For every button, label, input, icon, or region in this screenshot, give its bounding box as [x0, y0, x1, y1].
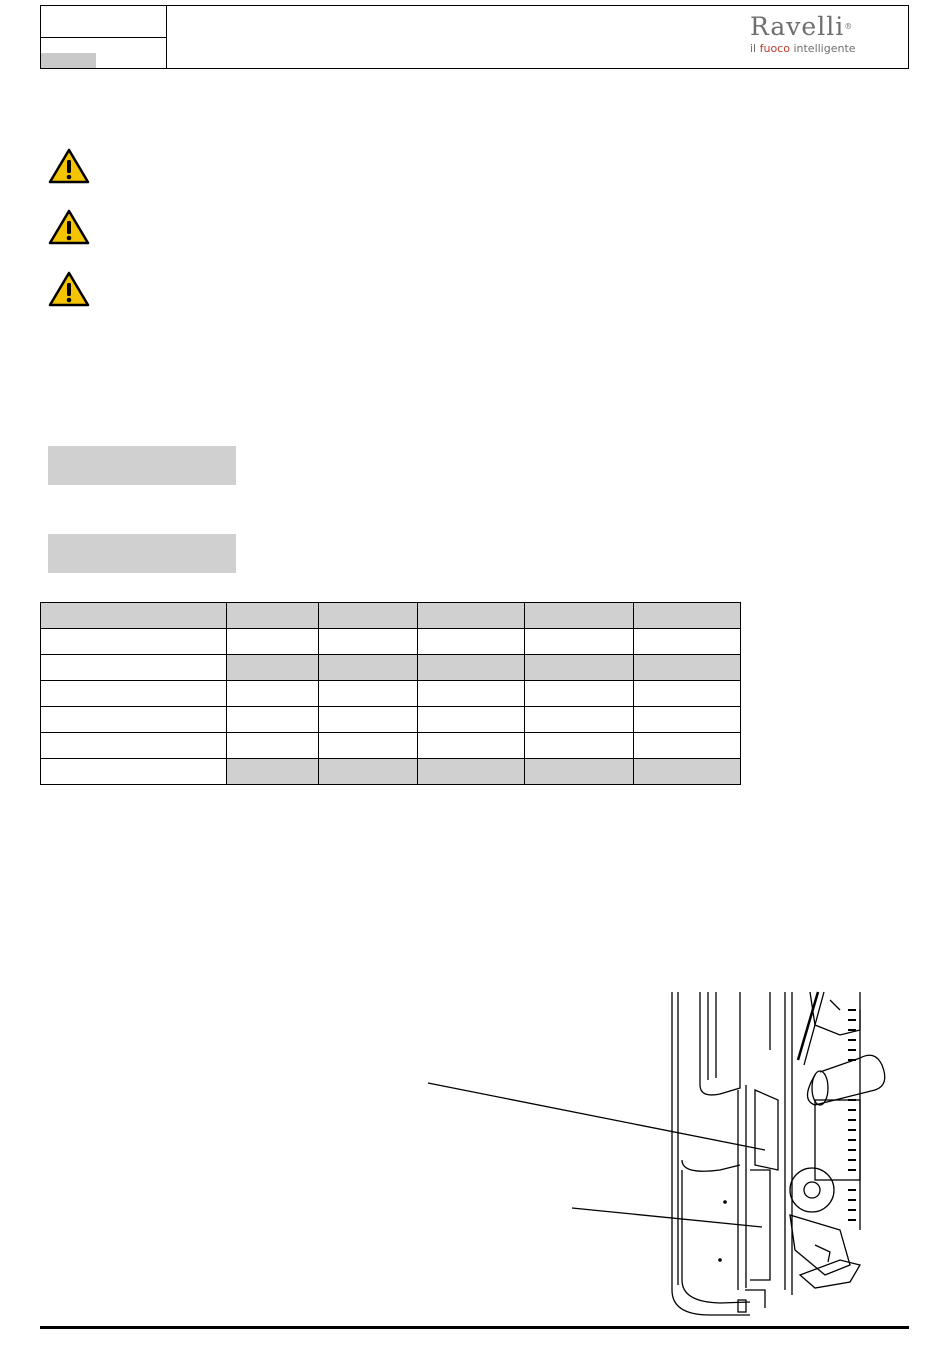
table-cell — [525, 603, 634, 629]
warning-icon — [48, 148, 90, 184]
table-row — [41, 707, 741, 733]
table-cell — [525, 733, 634, 759]
logo-registered-mark: ® — [844, 22, 854, 31]
warning-icon — [48, 271, 90, 307]
table-cell — [418, 655, 525, 681]
table-cell — [418, 681, 525, 707]
table-cell — [634, 655, 741, 681]
table-cell — [525, 655, 634, 681]
table-cell — [418, 603, 525, 629]
table-cell — [418, 733, 525, 759]
stove-internal-drawing — [420, 990, 890, 1320]
table-cell — [418, 629, 525, 655]
table-cell — [634, 629, 741, 655]
table-row — [41, 759, 741, 785]
table-cell — [41, 733, 227, 759]
header-gray-tab — [41, 53, 96, 68]
section-label-box — [48, 534, 236, 573]
page-header — [40, 5, 909, 69]
table-cell — [418, 707, 525, 733]
brand-logo — [750, 14, 890, 55]
footer-rule — [40, 1326, 909, 1329]
warning-icon — [48, 209, 90, 245]
table-row — [41, 681, 741, 707]
table-cell — [418, 759, 525, 785]
table-cell — [41, 655, 227, 681]
table-cell — [634, 707, 741, 733]
table-cell — [525, 629, 634, 655]
table-cell — [227, 629, 319, 655]
table-cell — [41, 707, 227, 733]
table-cell — [319, 759, 418, 785]
table-cell — [634, 733, 741, 759]
table-cell — [319, 629, 418, 655]
table-cell — [227, 759, 319, 785]
table-cell — [41, 603, 227, 629]
spec-table — [40, 602, 741, 785]
logo-brand-text: Ravelli — [750, 12, 845, 41]
table-cell — [319, 603, 418, 629]
table-cell — [319, 707, 418, 733]
table-cell — [41, 759, 227, 785]
pointer-line — [428, 1083, 765, 1150]
header-info-block — [41, 6, 167, 68]
table-cell — [634, 759, 741, 785]
table-cell — [41, 629, 227, 655]
table-cell — [525, 759, 634, 785]
table-cell — [227, 603, 319, 629]
tagline-accent: fuoco — [759, 42, 790, 55]
table-cell — [227, 681, 319, 707]
table-cell — [319, 681, 418, 707]
table-row — [41, 629, 741, 655]
table-cell — [227, 733, 319, 759]
table-row — [41, 603, 741, 629]
table-cell — [227, 707, 319, 733]
table-cell — [634, 681, 741, 707]
logo-tagline: il fuoco intelligente — [750, 42, 856, 55]
table-cell — [227, 655, 319, 681]
table-row — [41, 733, 741, 759]
table-row — [41, 655, 741, 681]
table-cell — [525, 681, 634, 707]
header-cell-top — [41, 6, 166, 38]
section-label-box — [48, 446, 236, 485]
table-cell — [41, 681, 227, 707]
table-cell — [634, 603, 741, 629]
table-cell — [319, 655, 418, 681]
table-cell — [525, 707, 634, 733]
pointer-line — [572, 1208, 762, 1227]
table-cell — [319, 733, 418, 759]
